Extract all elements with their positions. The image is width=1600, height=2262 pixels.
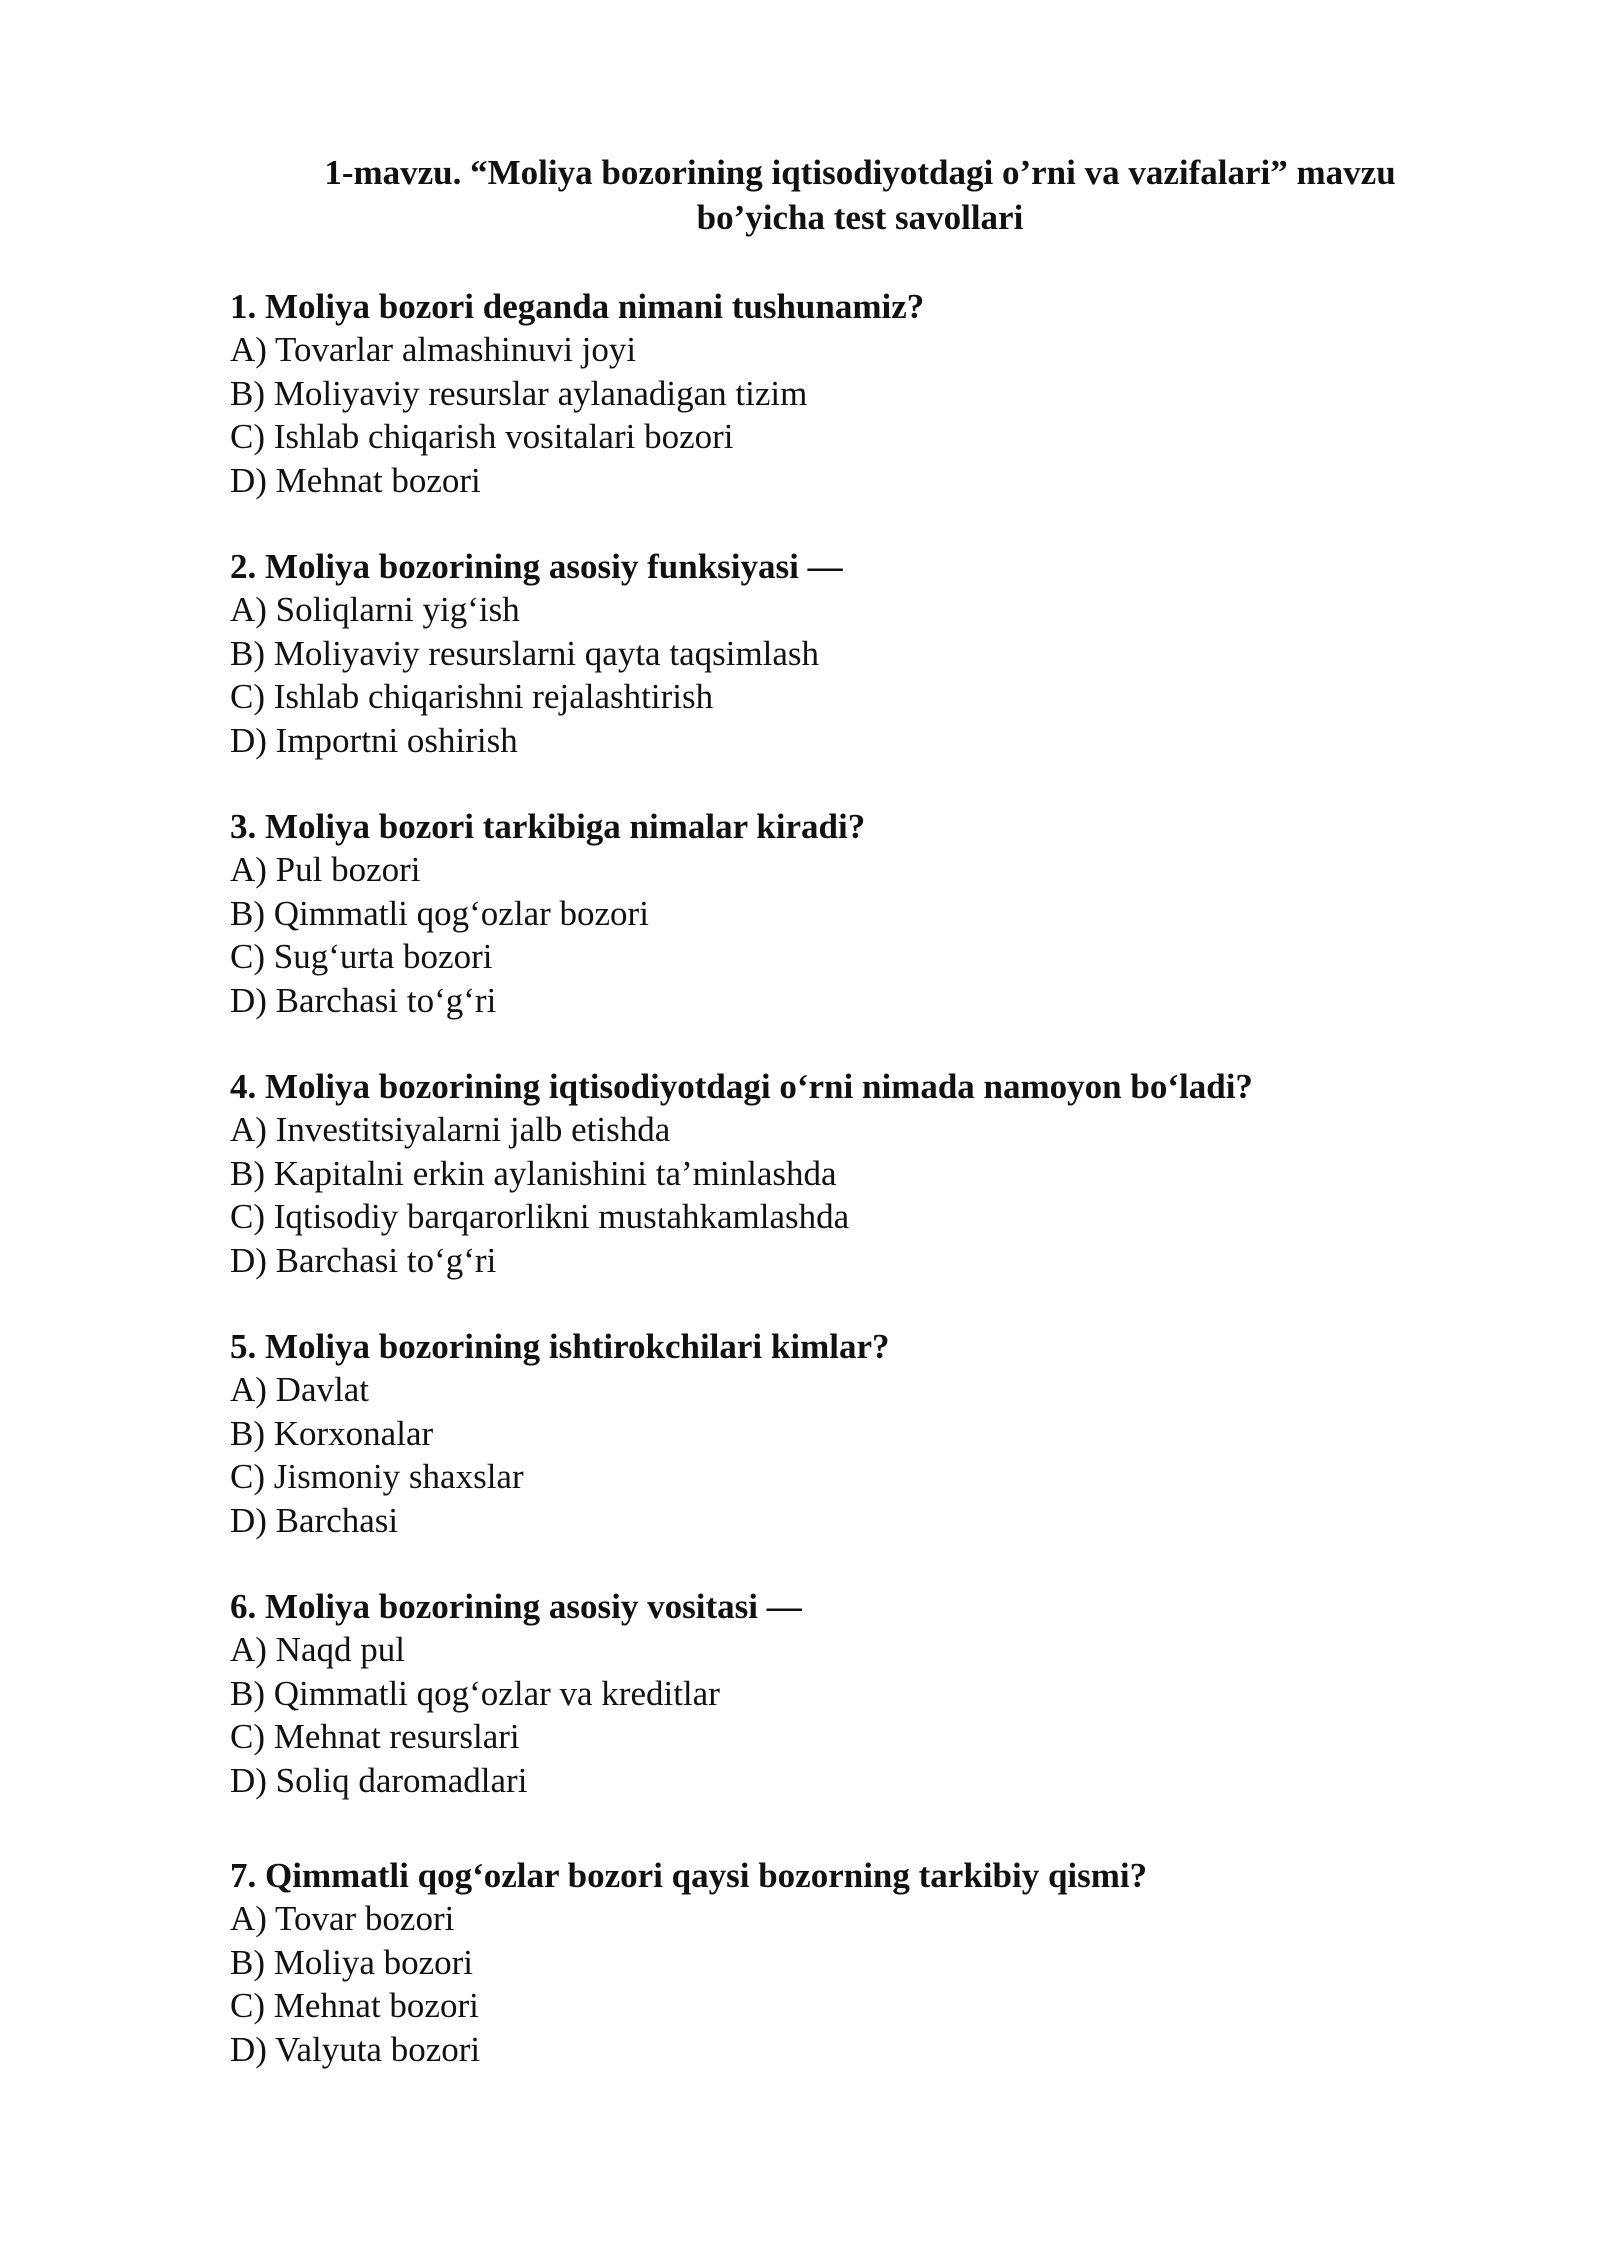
option-b: B) Moliyaviy resurslarni qayta taqsimlash (230, 633, 820, 673)
option-d: D) Soliq daromadlari (230, 1760, 528, 1800)
option-c: C) Mehnat bozori (230, 1986, 479, 2025)
question-text: 6. Moliya bozorining asosiy vositasi — (230, 1587, 802, 1626)
option-b: B) Qimmatli qog‘ozlar va kreditlar (230, 1673, 720, 1713)
question-6 (230, 1585, 1490, 1802)
title-line-1: 1-mavzu. “Moliya bozorining iqtisodiyotdagi o’rni va vazifalari” mavzu (324, 153, 1396, 192)
option-a: A) Tovar bozori (230, 1899, 455, 1938)
question-text: 5. Moliya bozorining ishtirokchilari kimlar? (230, 1327, 890, 1366)
option-d: D) Valyuta bozori (230, 2029, 481, 2069)
option-c: C) Ishlab chiqarishni rejalashtirish (230, 677, 714, 716)
question-1 (230, 285, 1490, 502)
option-b: B) Korxonalar (230, 1413, 434, 1453)
question-5 (230, 1325, 1490, 1542)
question-list (230, 285, 1490, 2114)
option-a: A) Investitsiyalarni jalb etishda (230, 1110, 671, 1149)
option-a: A) Naqd pul (230, 1630, 405, 1669)
title-line-2: bo’yicha test savollari (696, 198, 1024, 237)
question-7 (230, 1854, 1490, 2071)
option-a: A) Tovarlar almashinuvi joyi (230, 330, 637, 369)
question-text: 7. Qimmatli qog‘ozlar bozori qaysi bozorning tarkibiy qismi? (230, 1856, 1148, 1895)
option-c: C) Iqtisodiy barqarorlikni mustahkamlashda (230, 1197, 850, 1236)
option-a: A) Soliqlarni yig‘ish (230, 590, 520, 629)
option-d: D) Barchasi (230, 1500, 399, 1540)
question-2 (230, 545, 1490, 762)
question-4 (230, 1065, 1490, 1282)
document-title (230, 150, 1490, 240)
question-text: 1. Moliya bozori deganda nimani tushunamiz? (230, 287, 925, 326)
option-c: C) Sug‘urta bozori (230, 937, 493, 976)
option-d: D) Importni oshirish (230, 720, 518, 760)
option-b: B) Moliya bozori (230, 1942, 474, 1982)
option-b: B) Qimmatli qog‘ozlar bozori (230, 893, 649, 933)
option-c: C) Jismoniy shaxslar (230, 1457, 524, 1496)
option-c: C) Mehnat resurslari (230, 1717, 520, 1756)
option-d: D) Barchasi to‘g‘ri (230, 1240, 497, 1280)
option-d: D) Barchasi to‘g‘ri (230, 980, 497, 1020)
question-text: 2. Moliya bozorining asosiy funksiyasi — (230, 547, 843, 586)
question-3 (230, 805, 1490, 1022)
option-d: D) Mehnat bozori (230, 460, 481, 500)
option-a: A) Pul bozori (230, 850, 421, 889)
question-text: 4. Moliya bozorining iqtisodiyotdagi o‘rni nimada namoyon bo‘ladi? (230, 1067, 1253, 1106)
question-text: 3. Moliya bozori tarkibiga nimalar kiradi? (230, 807, 866, 846)
option-b: B) Kapitalni erkin aylanishini ta’minlashda (230, 1153, 837, 1193)
option-c: C) Ishlab chiqarish vositalari bozori (230, 417, 734, 456)
option-b: B) Moliyaviy resurslar aylanadigan tizim (230, 373, 808, 413)
option-a: A) Davlat (230, 1370, 369, 1409)
